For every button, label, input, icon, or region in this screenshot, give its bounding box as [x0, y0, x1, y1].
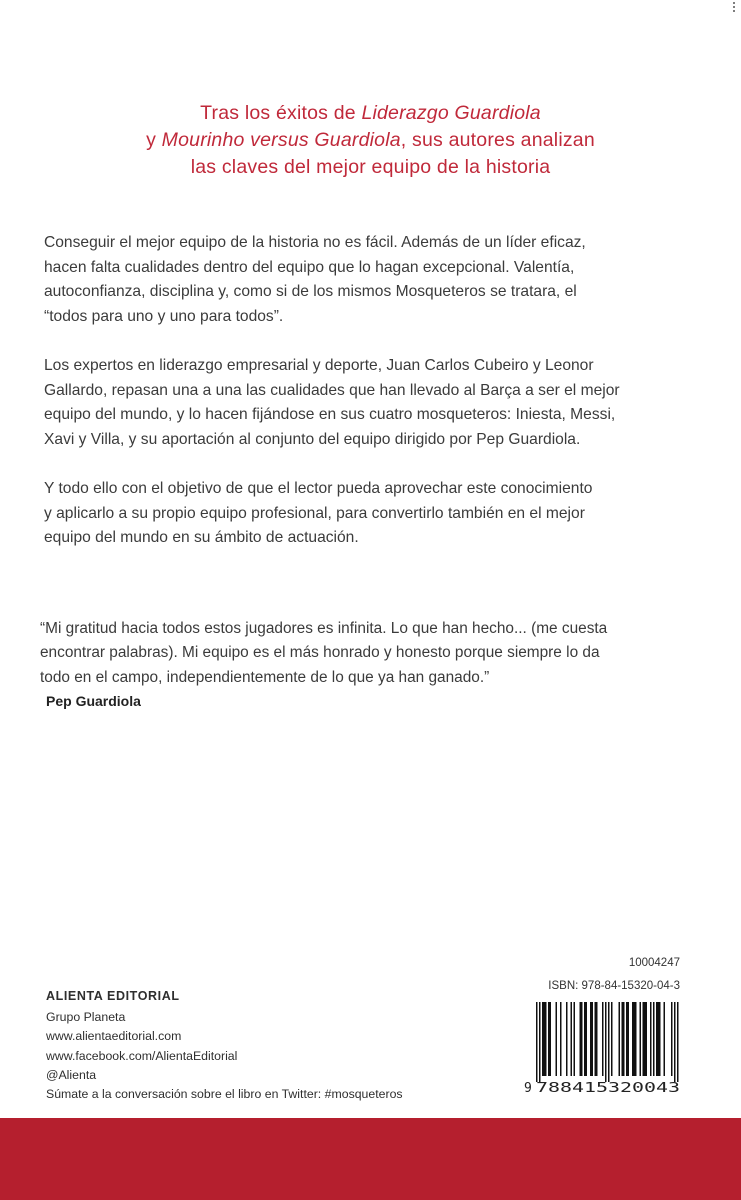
barcode-digits: 788415320043	[536, 1081, 680, 1095]
text-line: equipo del mundo, y lo hacen fijándose en sus cuatro mosqueteros: Iniesta, Messi,	[44, 406, 616, 424]
text-line: autoconfianza, disciplina y, como si de los mismos Mosqueteros se tratara, el	[44, 283, 577, 301]
barcode-bar	[674, 1002, 676, 1082]
text-line: y aplicarlo a su propio equipo profesional, para convertirlo también en el mejor	[44, 504, 585, 522]
twitter-hashtag-note: Súmate a la conversación sobre el libro en Twitter: #mosqueteros	[46, 1087, 403, 1102]
barcode-bar	[560, 1002, 562, 1076]
barcode-bar	[592, 1002, 594, 1076]
text-line: Conseguir el mejor equipo de la historia no es fácil. Además de un líder eficaz,	[44, 234, 586, 251]
overflow-menu-icon[interactable]	[733, 2, 737, 12]
isbn-barcode	[522, 1000, 684, 1095]
barcode-bar	[586, 1002, 588, 1076]
barcode-bar	[536, 1002, 538, 1082]
barcode-bar	[539, 1002, 541, 1082]
headline-book-title: Mourinho versus Guardiola	[161, 129, 401, 151]
barcode-bar	[640, 1002, 642, 1076]
quote-line: “Mi gratitud hacia todos estos jugadores es infinita. Lo que han hecho... (me cuesta	[40, 620, 608, 637]
blurb-paragraph-3	[44, 477, 684, 551]
barcode-bar	[611, 1002, 613, 1076]
headline-text: Tras los éxitos de	[200, 102, 362, 124]
barcode-bar	[596, 1002, 598, 1076]
quote-line: todo en el campo, independientemente de lo que ya han ganado.”	[40, 668, 490, 686]
barcode-graphic	[522, 1000, 684, 1095]
quote-author: Pep Guardiola	[46, 693, 141, 710]
barcode-bar	[619, 1002, 621, 1076]
barcode-bar	[571, 1002, 573, 1076]
barcode-bar	[623, 1002, 625, 1076]
barcode-bar	[635, 1002, 637, 1076]
barcode-bar	[622, 1002, 624, 1076]
bottom-color-band	[0, 1118, 741, 1200]
barcode-bar	[605, 1002, 607, 1082]
catalog-number: 10004247	[628, 957, 680, 969]
barcode-bar	[653, 1002, 655, 1076]
barcode-bar	[602, 1002, 604, 1076]
barcode-bar	[590, 1002, 592, 1076]
cover-headline	[60, 100, 681, 181]
isbn-label: ISBN: 978-84-15320-04-3	[548, 980, 680, 992]
barcode-bar	[566, 1002, 568, 1076]
publisher-twitter: @Alienta	[46, 1067, 97, 1082]
barcode-bar	[548, 1002, 550, 1076]
barcode-bar	[671, 1002, 673, 1076]
publisher-imprint	[46, 987, 506, 1104]
text-line: Xavi y Villa, y su aportación al conjunto del equipo dirigido por Pep Guardiola.	[44, 430, 581, 448]
barcode-bar	[650, 1002, 652, 1076]
barcode-bar	[544, 1002, 546, 1076]
blurb-paragraph-2	[44, 354, 684, 452]
barcode-bar	[581, 1002, 583, 1076]
text-line: “todos para uno y uno para todos”.	[44, 307, 284, 325]
blurb-paragraph-1	[44, 231, 684, 329]
barcode-bar	[658, 1002, 660, 1076]
quote-line: encontrar palabras). Mi equipo es el más honrado y honesto porque siempre lo da	[40, 644, 600, 662]
barcode-bar	[656, 1002, 658, 1076]
publisher-website: www.alientaeditorial.com	[46, 1029, 182, 1044]
headline-line-3: las claves del mejor equipo de la historia	[190, 156, 551, 178]
headline-book-title: Liderazgo Guardiola	[361, 102, 541, 124]
barcode-bar	[659, 1002, 661, 1076]
blurb	[44, 231, 684, 575]
testimonial-quote	[40, 617, 690, 712]
barcode-bar	[595, 1002, 597, 1076]
barcode-bar	[580, 1002, 582, 1076]
barcode-bar	[584, 1002, 586, 1076]
barcode-bar	[608, 1002, 610, 1082]
barcode-bar	[628, 1002, 630, 1076]
publisher-facebook: www.facebook.com/AlientaEditorial	[46, 1048, 238, 1063]
text-line: hacen falta cualidades dentro del equipo que lo hagan excepcional. Valentía,	[44, 258, 575, 276]
barcode-bar	[574, 1002, 576, 1076]
barcode-bar	[542, 1002, 544, 1076]
barcode-bar	[664, 1002, 666, 1076]
barcode-bar	[634, 1002, 636, 1076]
barcode-bar	[626, 1002, 628, 1076]
barcode-bar	[646, 1002, 648, 1076]
barcode-bar	[644, 1002, 646, 1076]
headline-text: , sus autores analizan	[400, 129, 595, 151]
barcode-bar	[632, 1002, 634, 1076]
barcode-digit-first: 9	[524, 1081, 532, 1095]
barcode-bar	[677, 1002, 679, 1082]
text-line: Y todo ello con el objetivo de que el lector pueda aprovechar este conocimiento	[44, 479, 593, 497]
barcode-bar	[643, 1002, 645, 1076]
barcode-bar	[545, 1002, 547, 1076]
headline-text: y	[146, 129, 162, 151]
text-line: Gallardo, repasan una a una las cualidades que han llevado al Barça a ser el mejor	[44, 381, 620, 399]
publisher-group: Grupo Planeta	[46, 1010, 126, 1025]
text-line: Los expertos en liderazgo empresarial y deporte, Juan Carlos Cubeiro y Leonor	[44, 356, 594, 374]
headline-line-1	[60, 100, 681, 127]
text-line: equipo del mundo en su ámbito de actuación.	[44, 529, 359, 547]
publisher-name: ALIENTA EDITORIAL	[46, 989, 180, 1003]
barcode-bar	[556, 1002, 558, 1076]
headline-line-2	[60, 127, 681, 154]
barcode-bar	[550, 1002, 552, 1076]
